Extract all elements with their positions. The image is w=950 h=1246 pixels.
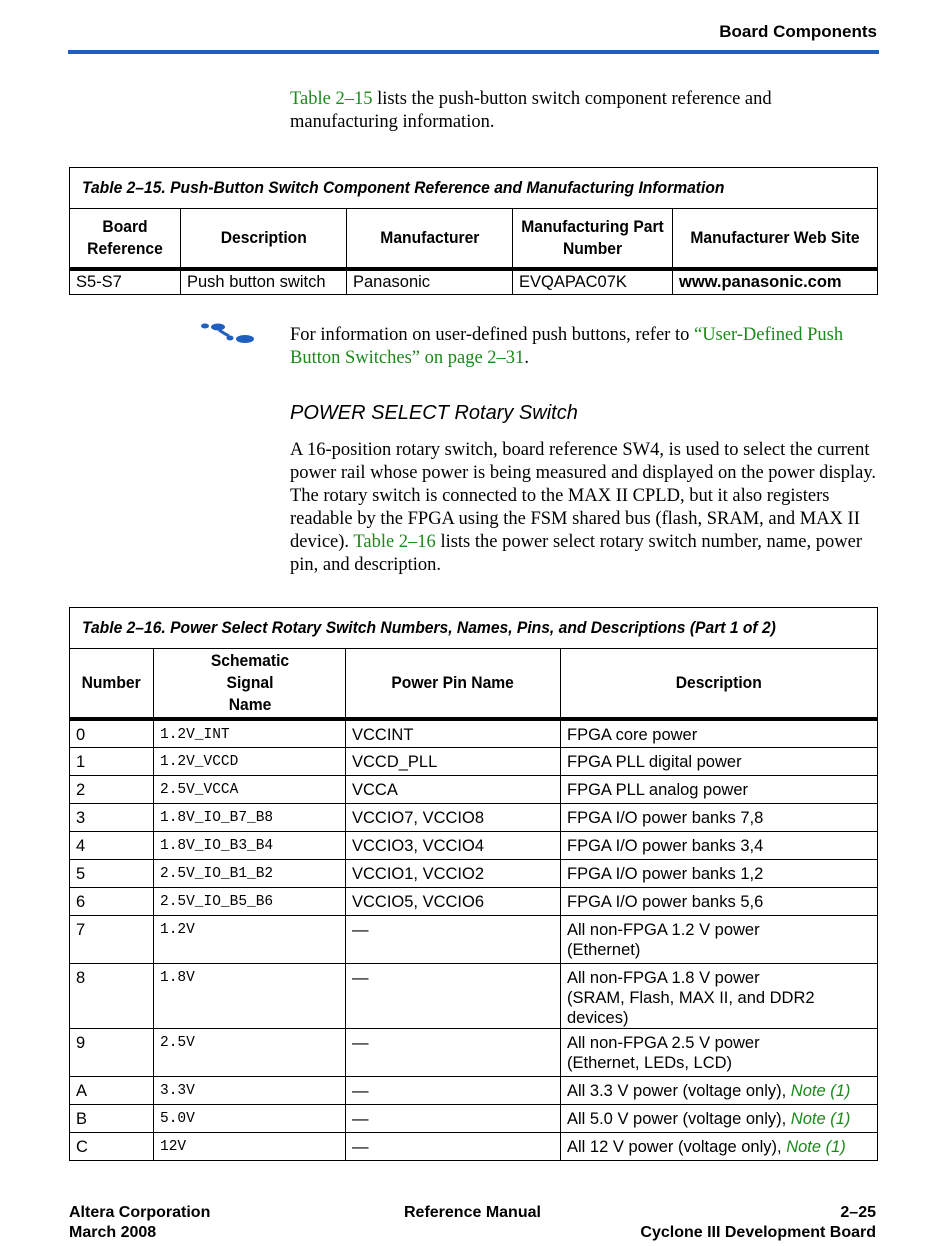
table-row [70,1132,878,1160]
number-cell: 8 [70,963,154,1028]
table-row [70,269,878,295]
section-paragraph: A 16-position rotary switch, board reference SW4, is used to select the current power rail whose power is being measured and displayed on the power display. The rotary switch is connected to the MAX II CPLD, but it also registers readable by the FPGA using the FSM shared bus (flash, SRAM, and MAX II device). Table 2–16 lists the power select rotary switch number, name, power pin, and description. [290,440,877,575]
column-header: Description [181,209,347,269]
description-cell: FPGA PLL digital power [561,747,878,775]
footer-right [640,1203,876,1243]
website-link[interactable]: www.panasonic.com [673,269,878,295]
intro-text: lists the push-button switch component reference and manufacturing information. [290,89,772,132]
power-pin-cell: VCCD_PLL [346,747,561,775]
footer-date: March 2008 [69,1224,157,1241]
description-cell: All non-FPGA 1.2 V power (Ethernet) [561,915,878,963]
signal-name-cell: 5.0V [154,1104,346,1132]
section-heading: POWER SELECT Rotary Switch [290,402,578,424]
table-row [70,831,878,859]
number-cell: 4 [70,831,154,859]
table-cell: EVQAPAC07K [513,269,673,295]
number-cell: 7 [70,915,154,963]
table-2-16 [69,607,878,1161]
power-pin-cell: VCCA [346,775,561,803]
number-cell: 5 [70,859,154,887]
number-cell: B [70,1104,154,1132]
user-defined-push-button-link[interactable]: “User-Defined Push Button Switches” on page 2–31 [290,325,844,368]
power-pin-cell: VCCIO1, VCCIO2 [346,859,561,887]
table-cell: Panasonic [347,269,513,295]
section-header-title: Board Components [719,22,877,41]
number-cell: 3 [70,803,154,831]
column-header: Manufacturer [347,209,513,269]
column-header: Board Reference [70,209,181,269]
table-row [70,775,878,803]
footer-company: Altera Corporation [69,1204,211,1221]
column-header: Manufacturer Web Site [673,209,878,269]
power-pin-cell: VCCIO7, VCCIO8 [346,803,561,831]
number-cell: A [70,1076,154,1104]
power-pin-cell: — [346,1104,561,1132]
footer-center: Reference Manual [404,1204,541,1221]
number-cell: 0 [70,719,154,747]
power-pin-cell: VCCINT [346,719,561,747]
column-header: Number [70,649,154,720]
description-cell: All 12 V power (voltage only), Note (1) [561,1132,878,1160]
table-cell: S5-S7 [70,269,181,295]
number-cell: C [70,1132,154,1160]
table-row [70,915,878,963]
table-caption: Table 2–15. Push-Button Switch Component Reference and Manufacturing Information [70,168,878,209]
description-cell: All non-FPGA 2.5 V power (Ethernet, LEDs, LCD) [561,1028,878,1076]
note-link[interactable]: Note (1) [786,1137,846,1156]
table-row [70,1028,878,1076]
power-pin-cell: — [346,963,561,1028]
signal-name-cell: 2.5V_IO_B5_B6 [154,887,346,915]
signal-name-cell: 1.2V_VCCD [154,747,346,775]
table-caption: Table 2–16. Power Select Rotary Switch Numbers, Names, Pins, and Descriptions (Part 1 of 2) [70,608,878,649]
power-pin-cell: VCCIO3, VCCIO4 [346,831,561,859]
description-cell: FPGA I/O power banks 7,8 [561,803,878,831]
signal-name-cell: 2.5V_VCCA [154,775,346,803]
footer-product: Cyclone III Development Board [640,1224,876,1241]
number-cell: 1 [70,747,154,775]
note-paragraph: For information on user-defined push buttons, refer to “User-Defined Push Button Switches” on page 2–31. [290,325,844,368]
footer-left [69,1203,210,1243]
signal-name-cell: 1.2V_INT [154,719,346,747]
pointing-hand-icon [199,322,257,344]
table-2-15 [69,167,878,295]
signal-name-cell: 1.2V [154,915,346,963]
table-cell: Push button switch [181,269,347,295]
description-cell: FPGA I/O power banks 3,4 [561,831,878,859]
signal-name-cell: 2.5V_IO_B1_B2 [154,859,346,887]
signal-name-cell: 1.8V_IO_B7_B8 [154,803,346,831]
power-pin-cell: — [346,1132,561,1160]
signal-name-cell: 3.3V [154,1076,346,1104]
table-row [70,1104,878,1132]
description-cell: FPGA I/O power banks 5,6 [561,887,878,915]
header-rule [68,50,879,54]
table-row [70,859,878,887]
column-header: Description [561,649,878,720]
power-pin-cell: VCCIO5, VCCIO6 [346,887,561,915]
number-cell: 2 [70,775,154,803]
column-header: Manufacturing Part Number [513,209,673,269]
description-cell: All non-FPGA 1.8 V power (SRAM, Flash, MAX II, and DDR2 devices) [561,963,878,1028]
power-pin-cell: — [346,1028,561,1076]
description-cell: All 3.3 V power (voltage only), Note (1) [561,1076,878,1104]
note-link[interactable]: Note (1) [790,1109,851,1128]
table-row [70,1076,878,1104]
table-row [70,803,878,831]
power-pin-cell: — [346,1076,561,1104]
table-row [70,747,878,775]
note-link[interactable]: Note (1) [790,1081,851,1100]
column-header: Schematic Signal Name [154,649,346,720]
number-cell: 9 [70,1028,154,1076]
signal-name-cell: 1.8V [154,963,346,1028]
signal-name-cell: 1.8V_IO_B3_B4 [154,831,346,859]
table-row [70,719,878,747]
table-row [70,963,878,1028]
description-cell: FPGA I/O power banks 1,2 [561,859,878,887]
footer-page-number: 2–25 [840,1204,876,1221]
table-2-16-link[interactable]: Table 2–16 [353,532,436,552]
description-cell: All 5.0 V power (voltage only), Note (1) [561,1104,878,1132]
description-cell: FPGA PLL analog power [561,775,878,803]
number-cell: 6 [70,887,154,915]
column-header: Power Pin Name [346,649,561,720]
intro-paragraph [290,88,880,134]
power-pin-cell: — [346,915,561,963]
signal-name-cell: 12V [154,1132,346,1160]
signal-name-cell: 2.5V [154,1028,346,1076]
table-2-15-link[interactable]: Table 2–15 [290,89,373,109]
table-row [70,887,878,915]
description-cell: FPGA core power [561,719,878,747]
